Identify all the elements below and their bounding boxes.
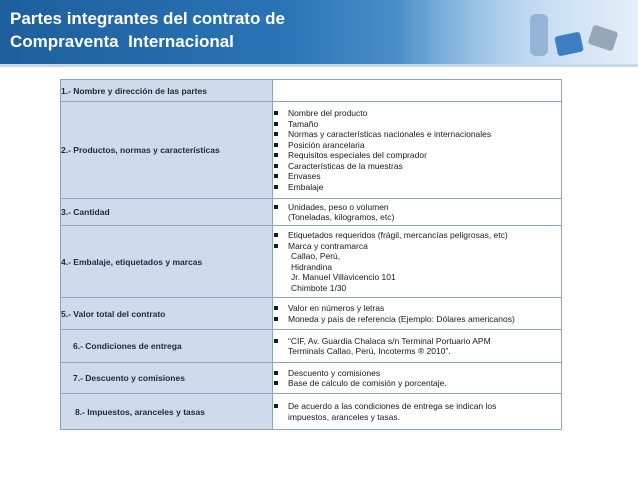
list-item: Embalaje xyxy=(273,182,561,193)
list-item-continuation: Jr. Manuel Villavicencio 101 xyxy=(291,272,396,282)
list-item: Descuento y comisiones xyxy=(273,368,561,379)
list-item: Envases xyxy=(273,171,561,182)
table-row xyxy=(61,226,562,298)
list-item-continuation: Callao, Perú, xyxy=(291,251,341,261)
table-row xyxy=(61,199,562,226)
row-content xyxy=(273,394,562,430)
bullet-list xyxy=(273,401,561,412)
list-item: Marca y contramarca xyxy=(273,241,561,252)
row-label: 2.- Productos, normas y características xyxy=(61,102,273,199)
row-label: 5.- Valor total del contrato xyxy=(61,298,273,330)
list-item: Etiquetados requeridos (frágil, mercancías peligrosas, etc) xyxy=(273,230,561,241)
list-item-continuation: Chimbote 1/30 xyxy=(291,282,347,293)
row-content xyxy=(273,298,562,330)
row-label: 7.- Descuento y comisiones xyxy=(61,363,273,394)
list-item-continuation: Hidrandina xyxy=(291,261,333,272)
table-row xyxy=(61,102,562,199)
list-item: Valor en números y letras xyxy=(273,303,561,314)
row-label: 3.- Cantidad xyxy=(61,199,273,226)
header-divider xyxy=(0,64,638,67)
list-item: Posición arancelaria xyxy=(273,140,561,151)
table-row xyxy=(61,298,562,330)
list-item: De acuerdo a las condiciones de entrega se indican los xyxy=(273,401,561,412)
row-content xyxy=(273,330,562,363)
list-item: Base de calculo de comisión y porcentaje. xyxy=(273,378,561,389)
bullet-list xyxy=(273,303,561,324)
bullet-list xyxy=(273,336,561,347)
list-item: Requisitos especiales del comprador xyxy=(273,150,561,161)
list-item: Tamaño xyxy=(273,119,561,130)
list-item: Características de la muestras xyxy=(273,161,561,172)
bullet-list xyxy=(273,368,561,389)
slide-title-line-2: Compraventa Internacional xyxy=(10,32,234,51)
row-content xyxy=(273,199,562,226)
contract-table xyxy=(60,79,562,430)
bullet-list xyxy=(273,230,561,251)
list-item-continuation: Terminals Callao, Perú, Incoterms ® 2010”. xyxy=(288,346,451,356)
row-content xyxy=(273,363,562,394)
figure-silhouette-icon xyxy=(530,14,548,56)
bullet-list xyxy=(273,202,561,213)
row-content xyxy=(273,102,562,199)
table-row xyxy=(61,80,562,102)
row-label: 6.- Condiciones de entrega xyxy=(61,330,273,363)
list-item-continuation: impuestos, aranceles y tasas. xyxy=(288,411,400,422)
list-item: Normas y características nacionales e internacionales xyxy=(273,129,561,140)
list-item: Nombre del producto xyxy=(273,108,561,119)
list-item: “CIF, Av. Guardia Chalaca s/n Terminal Portuario APM xyxy=(273,336,561,347)
table-row xyxy=(61,394,562,430)
row-label: 8.- Impuestos, aranceles y tasas xyxy=(61,394,273,430)
row-content xyxy=(273,226,562,298)
row-content xyxy=(273,80,562,102)
list-item-continuation: (Toneladas, kilogramos, etc) xyxy=(288,212,395,222)
list-item: Moneda y país de referencia (Ejemplo: Dólares americanos) xyxy=(273,314,561,325)
table-row xyxy=(61,330,562,363)
row-label: 4.- Embalaje, etiquetados y marcas xyxy=(61,226,273,298)
row-label: 1.- Nombre y dirección de las partes xyxy=(61,80,273,102)
bullet-list xyxy=(273,108,561,192)
slide-header xyxy=(0,0,638,64)
slide-title xyxy=(10,7,285,53)
slide-title-line-1: Partes integrantes del contrato de xyxy=(10,9,285,28)
list-item: Unidades, peso o volumen xyxy=(273,202,561,213)
table-row xyxy=(61,363,562,394)
